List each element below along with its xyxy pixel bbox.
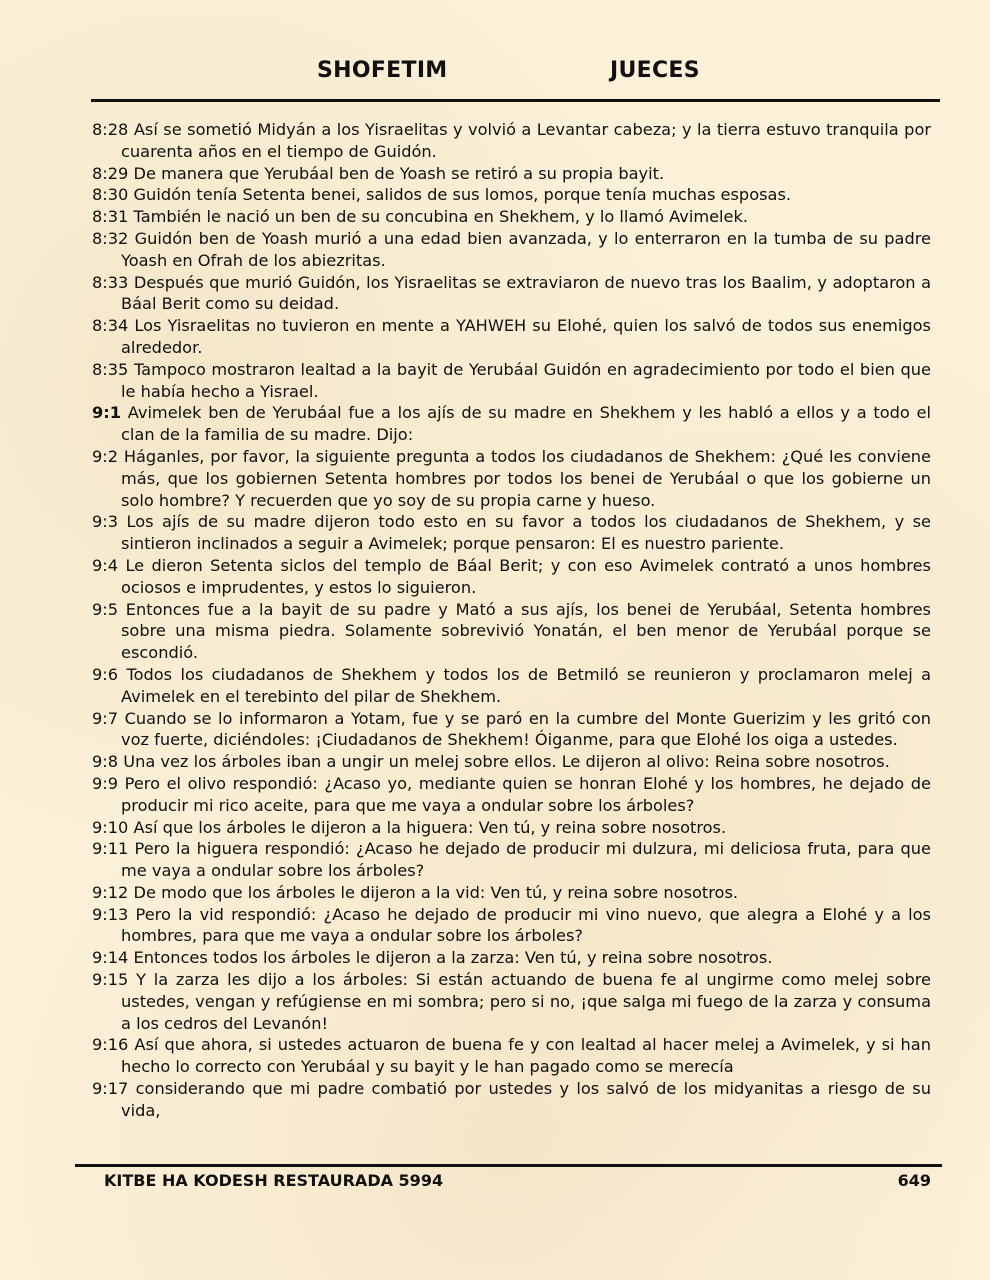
verse	[92, 708, 931, 752]
verse-text: Los ajís de su madre dijeron todo esto en su favor a todos los ciudadanos de Shekhem, y se sintieron inclinados a seguir a Avimelek; porque pensaron: El es nuestro pariente.	[121, 512, 931, 554]
verse-text: Después que murió Guidón, los Yisraelitas se extraviaron de nuevo tras los Baalim, y adoptaron a Báal Berit como su deidad.	[121, 272, 931, 314]
verse-text: Pero la vid respondió: ¿Acaso he dejado de producir mi vino nuevo, que alegra a Elohé y a los hombres, para que me vaya a ondular sobre los árboles?	[121, 904, 931, 946]
verse-text: Tampoco mostraron lealtad a la bayit de Yerubáal Guidón en agradecimiento por todo el bien que le había hecho a Yisrael.	[121, 359, 931, 401]
verse-reference: 9:16	[92, 1035, 129, 1055]
verse	[92, 315, 931, 359]
verse-text: Los Yisraelitas no tuvieron en mente a YAHWEH su Elohé, quien los salvó de todos sus enemigos alrededor.	[121, 316, 931, 357]
verse	[92, 664, 931, 708]
verse-reference: 9:8	[92, 752, 119, 772]
verse-text: Y la zarza les dijo a los árboles: Si están actuando de buena fe al ungirme como melej sobre ustedes, vengan y refúgiense en mi sombra; pero si no, ¡que salga mi fuego de la zarza y consuma a los cedros del Levanón!	[121, 970, 931, 1033]
verse-reference: 9:5	[92, 599, 119, 619]
verse	[92, 947, 931, 969]
spanish-book-title: JUECES	[610, 58, 700, 83]
verse-text: También le nació un ben de su concubina en Shekhem, y lo llamó Avimelek.	[133, 207, 749, 227]
verse	[92, 1078, 931, 1122]
verse-reference: 8:28	[92, 120, 129, 139]
verse-reference: 8:31	[92, 207, 129, 227]
verse-reference: 8:34	[92, 316, 129, 336]
verse	[92, 402, 931, 446]
verse	[92, 119, 931, 163]
verse-reference: 8:33	[92, 272, 129, 292]
verse-text: Pero el olivo respondió: ¿Acaso yo, mediante quien se honran Elohé y los hombres, he dejado de producir mi rico aceite, para que me vaya a ondular sobre los árboles?	[121, 773, 931, 815]
verse	[92, 446, 931, 511]
verse-text: considerando que mi padre combatió por ustedes y los salvó de los midyanitas a riesgo de su vida,	[121, 1079, 931, 1120]
verse	[92, 228, 931, 272]
verse	[92, 1034, 931, 1078]
verse-text: Cuando se lo informaron a Yotam, fue y se paró en la cumbre del Monte Guerizim y les gritó con voz fuerte, diciéndoles: ¡Ciudadanos de Shekhem! Óiganme, para que Elohé los oiga a ustedes.	[121, 708, 931, 750]
verse	[92, 163, 931, 185]
verse-text: Entonces fue a la bayit de su padre y Mató a sus ajís, los benei de Yerubáal, Setenta hombres sobre una misma piedra. Solamente sobrevivió Yonatán, el ben menor de Yerubáal porque se escondió.	[121, 599, 931, 663]
verse-text: De modo que los árboles le dijeron a la vid: Ven tú, y reina sobre nosotros.	[133, 882, 739, 902]
verse-reference: 9:11	[92, 839, 129, 859]
verse	[92, 555, 931, 599]
verse-reference: 9:6	[92, 664, 119, 684]
verse	[92, 751, 931, 773]
header-rule	[91, 99, 940, 102]
verse-reference: 8:30	[92, 185, 129, 205]
verse-text: Pero la higuera respondió: ¿Acaso he dejado de producir mi dulzura, mi deliciosa fruta, para que me vaya a ondular sobre los árboles?	[121, 839, 931, 881]
verse	[92, 817, 931, 839]
verse	[92, 838, 931, 882]
verse-reference: 9:9	[92, 773, 119, 793]
verse-reference: 9:2	[92, 446, 119, 466]
verse-reference: 9:14	[92, 948, 129, 968]
verse	[92, 359, 931, 403]
verse-reference: 9:13	[92, 904, 129, 924]
verse	[92, 511, 931, 555]
verse-text: Así se sometió Midyán a los Yisraelitas y volvió a Levantar cabeza; y la tierra estuvo tranquila por cuarenta años en el tiempo de Guidón.	[121, 120, 931, 161]
verse	[92, 272, 931, 316]
verse-text: Así que ahora, si ustedes actuaron de buena fe y con lealtad al hacer melej a Avimelek, y si han hecho lo correcto con Yerubáal y su bayit y le han pagado como se merecía	[121, 1035, 931, 1077]
verse-reference: 8:32	[92, 228, 129, 248]
verse-reference: 9:10	[92, 817, 129, 837]
verse	[92, 599, 931, 664]
verse-text: Todos los ciudadanos de Shekhem y todos los de Betmiló se reunieron y proclamaron melej a Avimelek en el terebinto del pilar de Shekhem.	[121, 664, 931, 706]
verse	[92, 184, 931, 206]
verse	[92, 773, 931, 817]
verse	[92, 882, 931, 904]
verse-text: Así que los árboles le dijeron a la higuera: Ven tú, y reina sobre nosotros.	[133, 817, 727, 837]
verse-reference: 9:4	[92, 555, 119, 575]
verse-reference: 8:35	[92, 359, 129, 379]
verse-text: Le dieron Setenta siclos del templo de Báal Berit; y con eso Avimelek contrató a unos hombres ociosos e imprudentes, y estos lo siguieron.	[121, 555, 931, 597]
verse	[92, 206, 931, 228]
verse	[92, 904, 931, 948]
verse-reference: 9:7	[92, 708, 119, 728]
verse-reference: 9:12	[92, 882, 129, 902]
footer-book-title: KITBE HA KODESH RESTAURADA 5994	[104, 1171, 444, 1190]
footer-rule	[75, 1164, 942, 1167]
verse-text: Guidón tenía Setenta benei, salidos de sus lomos, porque tenía muchas esposas.	[133, 185, 792, 205]
verse-text: Guidón ben de Yoash murió a una edad bien avanzada, y lo enterraron en la tumba de su padre Yoash en Ofrah de los abiezritas.	[121, 228, 931, 270]
verse-text: Una vez los árboles iban a ungir un melej sobre ellos. Le dijeron al olivo: Reina sobre nosotros.	[123, 752, 890, 772]
verse	[92, 969, 931, 1034]
verse-list	[92, 119, 931, 1122]
verse-reference: 9:17	[92, 1079, 129, 1099]
verse-text: Háganles, por favor, la siguiente pregunta a todos los ciudadanos de Shekhem: ¿Qué les conviene más, que los gobiernen Setenta hombres por todos los benei de Yerubáal o que los gobierne un solo hombre? Y recuerden que yo soy de su propia carne y hueso.	[121, 446, 931, 510]
verse-reference: 9:1	[92, 403, 121, 423]
verse-text: Avimelek ben de Yerubáal fue a los ajís de su madre en Shekhem y les habló a ellos y a todo el clan de la familia de su madre. Dijo:	[121, 403, 931, 445]
page-number: 649	[897, 1171, 931, 1190]
verse-reference: 8:29	[92, 163, 129, 183]
page-header	[0, 58, 990, 90]
verse-text: De manera que Yerubáal ben de Yoash se retiró a su propia bayit.	[133, 163, 665, 183]
verse-reference: 9:3	[92, 512, 119, 532]
hebrew-book-title: SHOFETIM	[317, 58, 448, 83]
verse-text: Entonces todos los árboles le dijeron a la zarza: Ven tú, y reina sobre nosotros.	[133, 948, 773, 968]
verse-reference: 9:15	[92, 970, 129, 990]
